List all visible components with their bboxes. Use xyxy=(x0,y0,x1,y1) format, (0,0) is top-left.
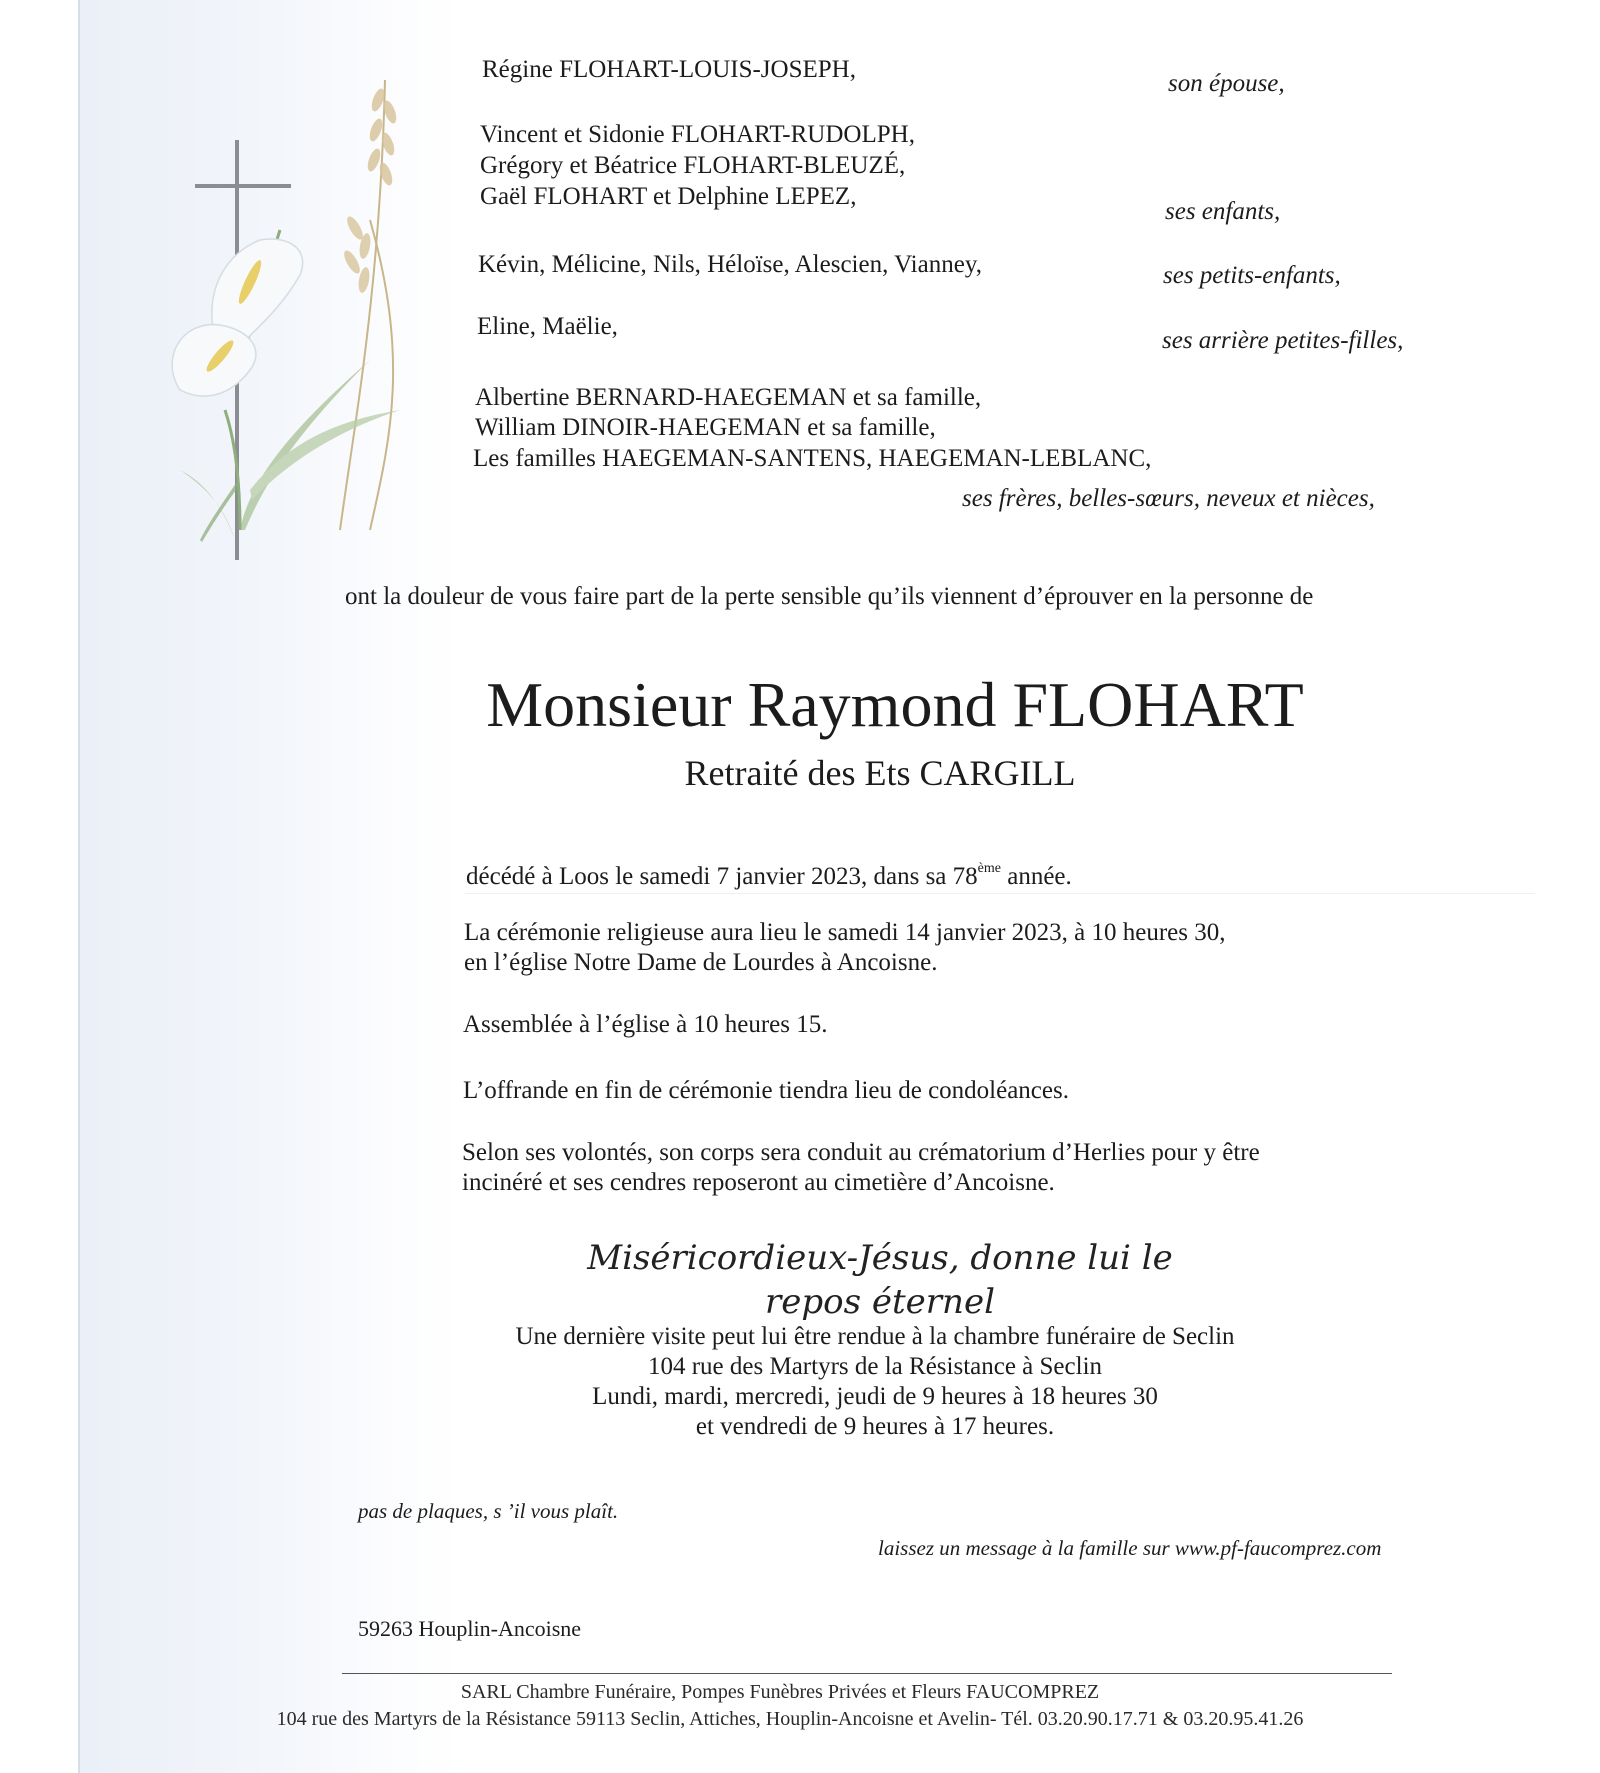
grandchildren-role: ses petits-enfants, xyxy=(1163,262,1341,289)
death-details: décédé à Loos le samedi 7 janvier 2023, dans sa 78ème année. xyxy=(466,861,1072,890)
deceased-occupation: Retraité des Ets CARGILL xyxy=(684,753,1076,793)
wheat-icon xyxy=(340,80,399,530)
children-role: ses enfants, xyxy=(1165,198,1281,225)
sibling-2: William DINOIR-HAEGEMAN et sa famille, xyxy=(475,414,936,441)
message-link[interactable]: laissez un message à la famille sur www.pf-faucomprez.com xyxy=(878,1536,1382,1560)
offering-info: L’offrande en fin de cérémonie tiendra lieu de condoléances. xyxy=(463,1077,1069,1104)
spouse-role: son épouse, xyxy=(1168,70,1285,97)
wishes-line-1: Selon ses volontés, son corps sera conduit au crématorium d’Herlies pour y être xyxy=(462,1139,1260,1166)
footer-divider xyxy=(342,1673,1392,1674)
fold-line xyxy=(465,893,1535,894)
child-2: Grégory et Béatrice FLOHART-BLEUZÉ, xyxy=(480,152,906,179)
sibling-3: Les familles HAEGEMAN-SANTENS, HAEGEMAN-LEBLANC, xyxy=(473,445,1152,472)
visit-line-4: et vendredi de 9 heures à 17 heures. xyxy=(695,1413,1055,1440)
great-grandchildren-role: ses arrière petites-filles, xyxy=(1162,327,1404,354)
footer-contact: 104 rue des Martyrs de la Résistance 59113 Seclin, Attiches, Houplin-Ancoisne et Avelin- Tél. 03.20.90.17.71 & 03.20.95.41.26 xyxy=(276,1708,1304,1730)
footer-company: SARL Chambre Funéraire, Pompes Funèbres Privées et Fleurs FAUCOMPREZ xyxy=(460,1681,1100,1703)
visit-line-2: 104 rue des Martyrs de la Résistance à Seclin xyxy=(647,1353,1103,1380)
visit-line-3: Lundi, mardi, mercredi, jeudi de 9 heures à 18 heures 30 xyxy=(592,1383,1158,1410)
child-1: Vincent et Sidonie FLOHART-RUDOLPH, xyxy=(480,121,915,148)
sibling-1: Albertine BERNARD-HAEGEMAN et sa famille, xyxy=(475,384,982,411)
ceremony-line-1: La cérémonie religieuse aura lieu le samedi 14 janvier 2023, à 10 heures 30, xyxy=(464,919,1226,946)
prayer-text: Miséricordieux-Jésus, donne lui le repos éternel xyxy=(587,1238,1173,1322)
calla-lily-icon xyxy=(172,230,302,530)
floral-cross-decoration xyxy=(140,60,440,600)
great-grandchildren: Eline, Maëlie, xyxy=(477,313,618,340)
deceased-name: Monsieur Raymond FLOHART xyxy=(486,669,1304,740)
ceremony-line-2: en l’église Notre Dame de Lourdes à Ancoisne. xyxy=(464,949,938,976)
announcement-text: ont la douleur de vous faire part de la perte sensible qu’ils viennent d’éprouver en la personne de xyxy=(345,583,1314,610)
wishes-line-2: incinéré et ses cendres reposeront au cimetière d’Ancoisne. xyxy=(462,1169,1055,1196)
siblings-role: ses frères, belles-sœurs, neveux et nièces, xyxy=(962,485,1375,512)
grandchildren: Kévin, Mélicine, Nils, Héloïse, Alescien, Vianney, xyxy=(478,251,982,278)
no-plaques-note: pas de plaques, s ’il vous plaît. xyxy=(358,1499,619,1523)
scan-edge xyxy=(78,0,80,1773)
assembly-info: Assemblée à l’église à 10 heures 15. xyxy=(463,1011,828,1038)
locality-address: 59263 Houplin-Ancoisne xyxy=(358,1616,582,1641)
spouse-name: Régine FLOHART-LOUIS-JOSEPH, xyxy=(482,56,856,83)
visit-line-1: Une dernière visite peut lui être rendue à la chambre funéraire de Seclin xyxy=(515,1323,1235,1350)
child-3: Gaël FLOHART et Delphine LEPEZ, xyxy=(480,183,857,210)
